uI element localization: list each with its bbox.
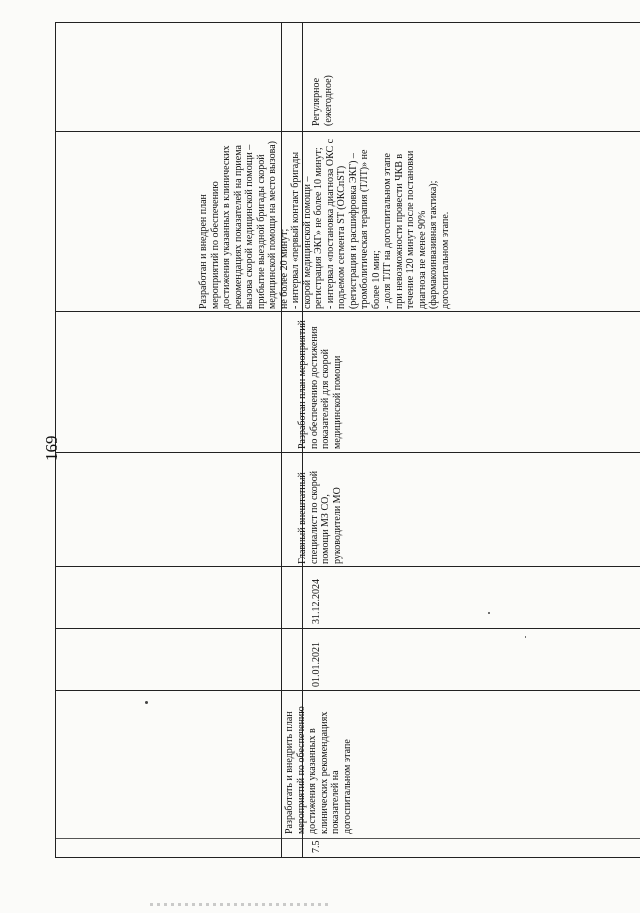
responsible-text: Главный внештатный специалист по скорой помощи МЗ СО, руководители МО <box>297 470 343 564</box>
column-divider-4 <box>55 452 640 453</box>
end-date: 31.12.2024 <box>311 579 322 624</box>
start-date: 01.01.2021 <box>311 642 322 687</box>
periodicity-text: Регулярное (ежегодное) <box>311 75 334 126</box>
column-divider-1 <box>55 690 640 691</box>
column-divider-3 <box>55 566 640 567</box>
task-text: Разработать и внедрить план мероприятий по обеспечению достижения указанных в клинических рекомендациях показателей на догоспитальном этапе <box>284 706 353 834</box>
page-number: 169 <box>42 435 61 461</box>
row-number: 7.5 <box>311 840 322 853</box>
result-text: Разработан план мероприятий по обеспечению достижения показателей для скорой медицинской помощи <box>297 320 343 449</box>
table-border-bottom <box>55 857 640 858</box>
column-divider-5 <box>55 311 640 312</box>
table-border-top <box>55 22 640 23</box>
scan-noise <box>150 903 330 906</box>
scan-speck <box>145 701 148 704</box>
table-row-divider <box>55 838 640 839</box>
scan-speck <box>525 636 526 638</box>
column-divider-2 <box>55 628 640 629</box>
scan-speck <box>488 612 490 614</box>
indicator-text: Разработан и внедрен план мероприятий по обеспечению достижения указанных в клинических рекомендациях показателей на приема вызова скорой медицинской помощи – прибытие выездной бригады скорой медицинской помощи на место вызова) не более 20 минут; - интервал «первый контакт бригады скорой медицинской помощи – регистрация ЭКГ» не более 10 минут; - интервал «постановка диагноза ОКС с подъемом сегмента ST (ОКСпST) (регистрация и расшифровка ЭКГ) – тромболитическая терапия (ТЛТ)» не более 10 мин; - доля ТЛТ на догоспитальном этапе при невозможности провести ЧКВ в течение 120 минут после постановки диагноза не менее 90% (фармакоинвазивная тактика); догоспитальном этапе. <box>198 138 451 309</box>
